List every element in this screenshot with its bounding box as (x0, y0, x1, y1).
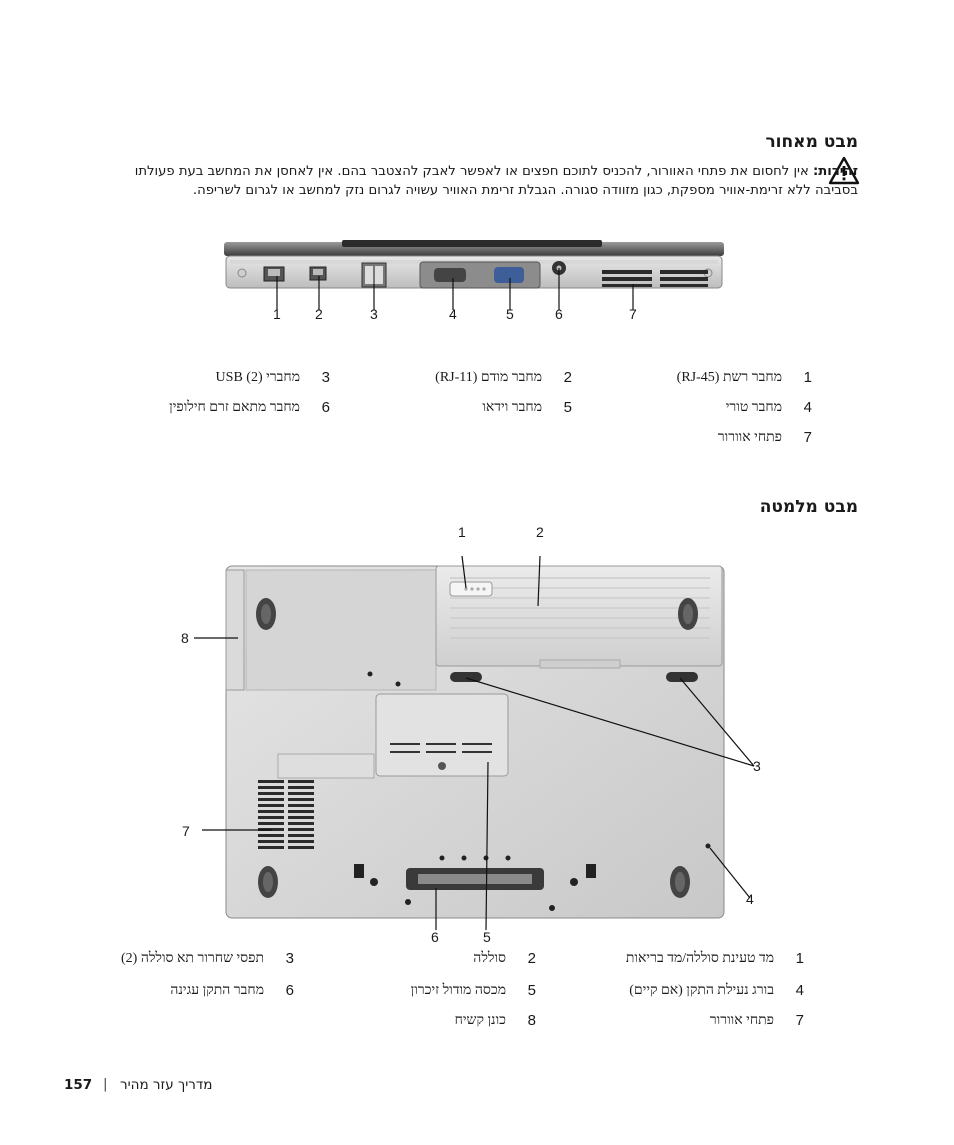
bottom-callout-6: 6 (431, 929, 439, 945)
bottom-callout-4: 4 (746, 891, 754, 907)
warning-text: אין לחסום את פתחי האוורור, להכניס לתוכם חפצים או לאפשר לאבק להצטבר בהם. אין לאחסן את המחשב בעת פעולתו בסביבה ללא זרימת-אוויר מספקת, כגון מזוודה סגורה. הגבלת זרימת האוויר עשויה לגרום נזק למחשב או לגרום לשריפה. (134, 164, 858, 198)
bottom-view-heading: מבט מלמטה (759, 497, 858, 517)
warning-paragraph (128, 162, 858, 200)
bottom-callout-2: 2 (536, 524, 544, 540)
page-number: 157 (64, 1077, 93, 1093)
bottom-callout-3: 3 (753, 758, 761, 774)
bottom-callout-5: 5 (483, 929, 491, 945)
back-callout-3: 3 (370, 306, 378, 322)
bottom-callout-7: 7 (182, 823, 190, 839)
back-view-heading: מבט מאחור (765, 132, 858, 152)
laptop-bottom-illustration (180, 522, 780, 947)
footer-title: מדריך עזר מהיר (120, 1077, 213, 1093)
back-callout-2: 2 (315, 306, 323, 322)
bottom-callout-8: 8 (181, 630, 189, 646)
back-callout-4: 4 (449, 306, 457, 322)
back-callout-6: 6 (555, 306, 563, 322)
footer-separator: | (103, 1076, 108, 1092)
back-callout-1: 1 (273, 306, 281, 322)
back-callout-5: 5 (506, 306, 514, 322)
back-callout-7: 7 (629, 306, 637, 322)
laptop-back-illustration (222, 240, 726, 310)
warning-label: זהירות: (813, 164, 858, 179)
bottom-callout-1: 1 (458, 524, 466, 540)
